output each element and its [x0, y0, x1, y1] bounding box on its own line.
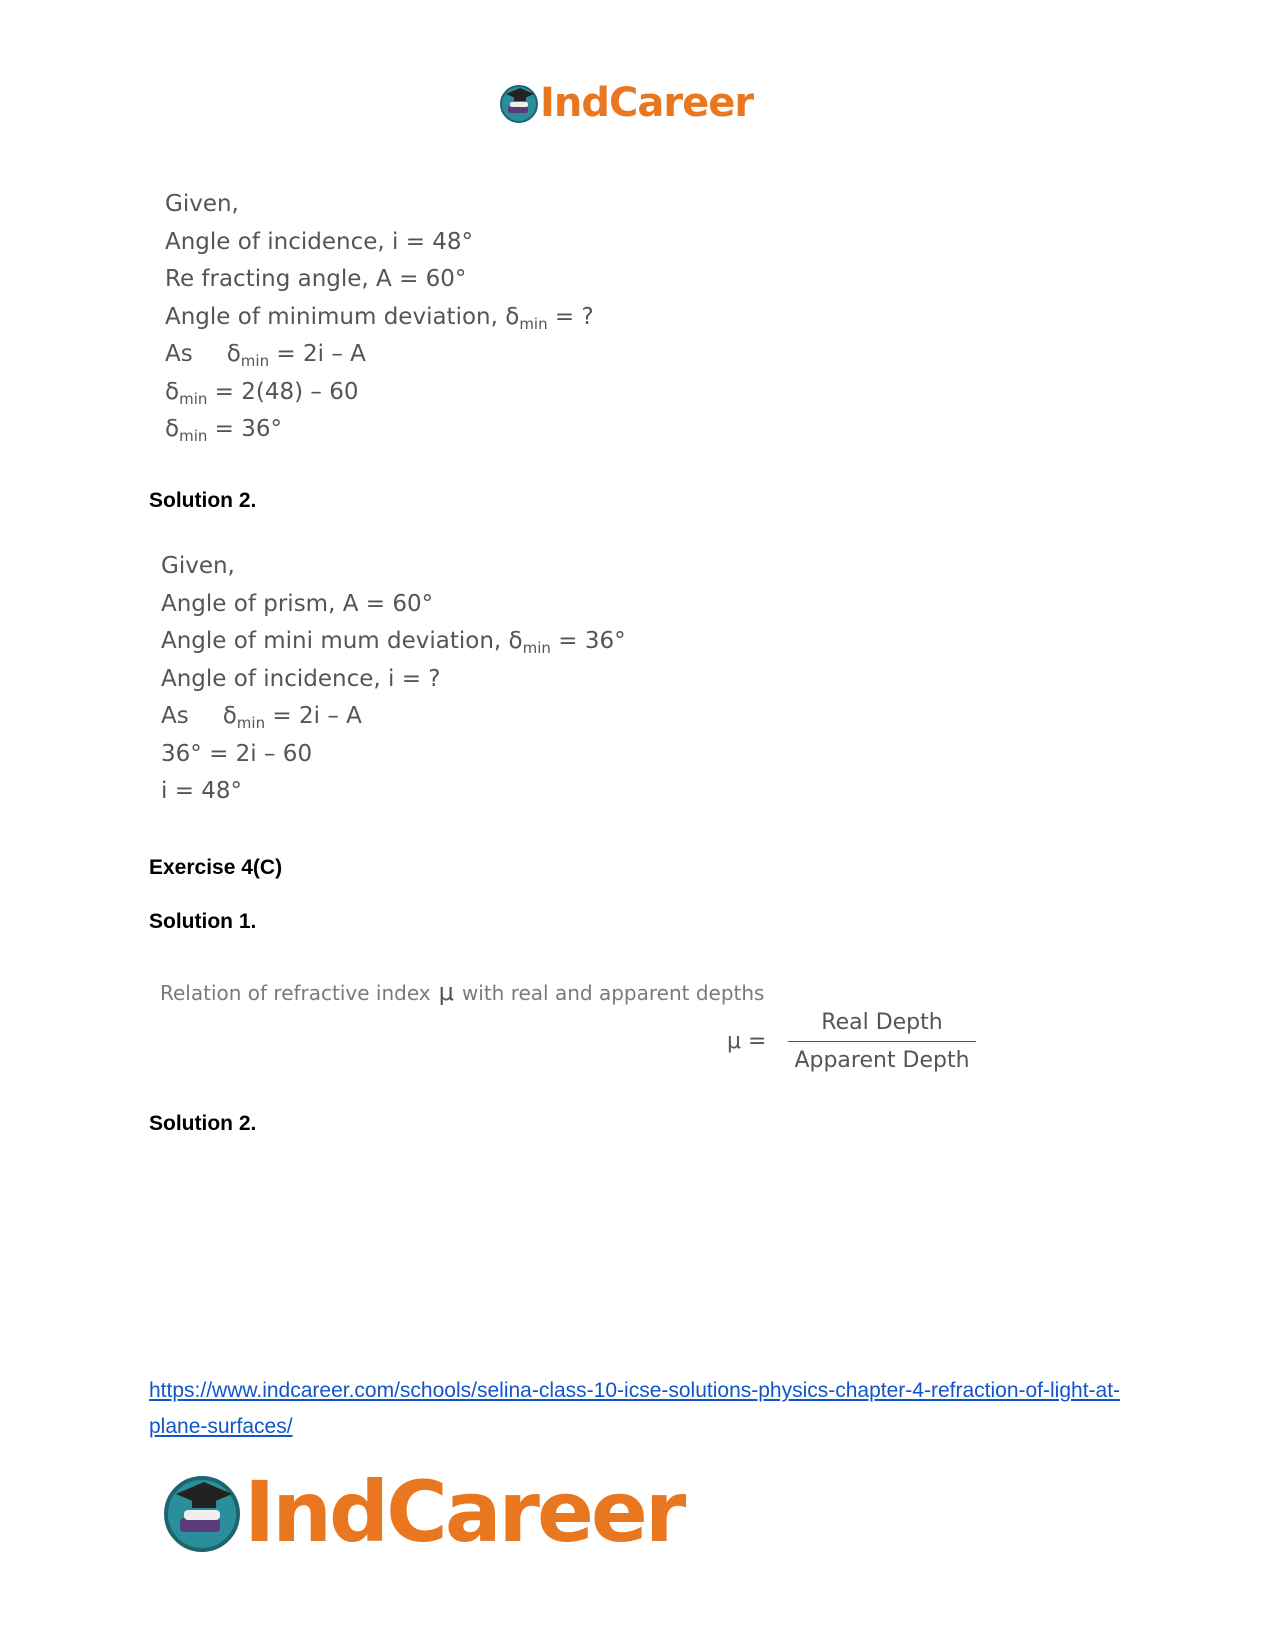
solution-2-heading: Solution 2. [149, 489, 257, 512]
solution-2-heading: Solution 2. [149, 1112, 257, 1135]
footer-logo [160, 1463, 683, 1561]
source-link[interactable]: https://www.indcareer.com/schools/selina-class-10-icse-solutions-physics-chapter-4-refraction-of-light-at-plane-surfaces/ [149, 1379, 1121, 1438]
relation-text: Relation of refractive index μ with real and apparent depths [160, 978, 765, 1006]
working-line: Angle of incidence, i = 48° [165, 228, 474, 255]
graduation-globe-icon [498, 82, 540, 124]
working-line: Given, [165, 191, 239, 217]
fraction-numerator: Real Depth [788, 1010, 975, 1042]
working-line: $\delta_{min} = 2(48) - 60$ [165, 378, 359, 408]
refractive-index-formula [727, 1010, 976, 1073]
working-line: 36° = 2i – 60 [161, 740, 313, 767]
working-line: Angle of prism, A = 60° [161, 590, 434, 617]
working-line: As $\delta_{min} = 2i - A$ [165, 341, 366, 370]
working-line: Re fracting angle, A = 60° [165, 266, 467, 292]
fraction-denominator: Apparent Depth [794, 1048, 970, 1073]
formula-lhs: μ = [727, 1029, 767, 1054]
working-line: i = 48° [161, 778, 243, 804]
mu-symbol: μ [438, 978, 454, 1006]
working-line: Given, [161, 553, 235, 579]
working-line: Angle of minimum deviation, $\delta_{min}$ = ? [165, 303, 594, 333]
working-line: As $\delta_{min} = 2i - A$ [161, 703, 362, 732]
working-line: $\delta_{min} = 36^\circ$ [165, 416, 283, 445]
exercise-heading: Exercise 4(C) [149, 856, 283, 879]
solution-2-working [161, 548, 626, 811]
footer-logo-text: IndCareer [244, 1463, 684, 1561]
working-line: Angle of incidence, i = ? [161, 665, 441, 692]
working-line: Angle of mini mum deviation, $\delta_{min} = 36^\circ$ [161, 628, 626, 657]
graduation-globe-icon [160, 1470, 244, 1554]
fraction [788, 1010, 975, 1073]
solution-1-heading: Solution 1. [149, 910, 257, 933]
header-logo-text: IndCareer [540, 80, 754, 126]
header-logo [498, 80, 753, 126]
solution-1-working [165, 186, 594, 449]
